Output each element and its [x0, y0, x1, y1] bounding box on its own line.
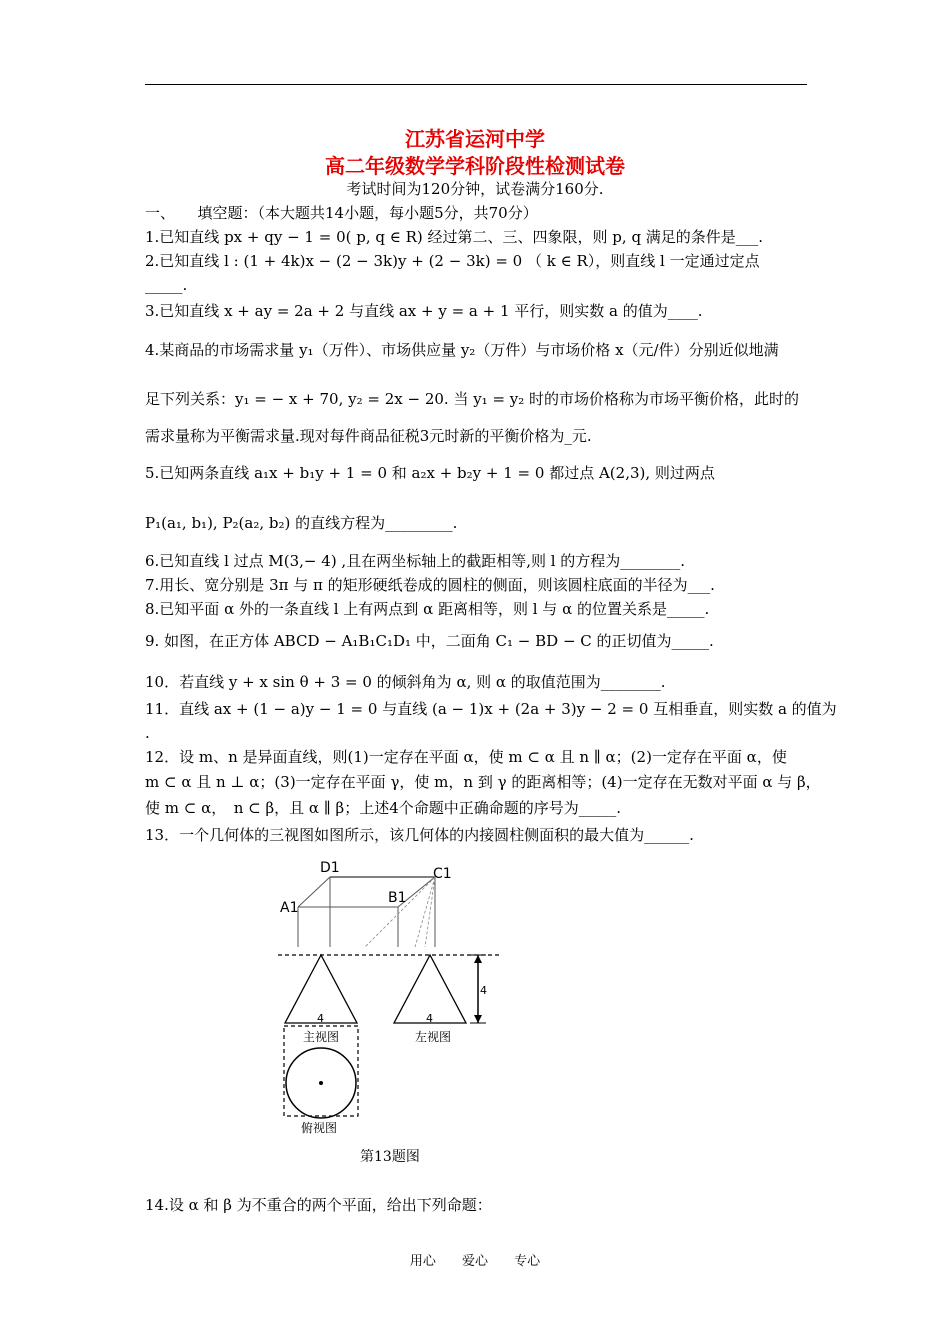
- question-9: 9. 如图，在正方体 ABCD − A₁B₁C₁D₁ 中，二面角 C₁ − BD − C 的正切值为_____.: [145, 632, 714, 650]
- question-11-end: .: [145, 724, 150, 742]
- header-rule: [145, 84, 807, 85]
- question-12-end: 使 m ⊂ α， n ⊂ β，且 α ∥ β；上述4个命题中正确命题的序号为_____.: [145, 799, 622, 817]
- label-d1: D1: [320, 860, 340, 876]
- height-label: 4: [480, 984, 487, 997]
- height-arrow-top: [474, 955, 482, 963]
- question-1: 1.已知直线 px + qy − 1 = 0( p, q ∈ R) 经过第二、三、四象限，则 p, q 满足的条件是___.: [145, 228, 764, 246]
- side-caption: 左视图: [415, 1030, 452, 1044]
- top-caption: 俯视图: [301, 1121, 338, 1135]
- question-13: 13．一个几何体的三视图如图所示，该几何体的内接圆柱侧面积的最大值为______.: [145, 826, 694, 844]
- three-view-figure: [260, 850, 520, 1140]
- question-4-end: 需求量称为平衡需求量.现对每件商品征税3元时新的平衡价格为_元.: [145, 427, 592, 445]
- exam-info: 考试时间为120分钟，试卷满分160分.: [346, 180, 604, 198]
- question-3: 3.已知直线 x + ay = 2a + 2 与直线 ax + y = a + 1 平行，则实数 a 的值为____.: [145, 302, 703, 320]
- top-view-center: [319, 1081, 323, 1085]
- question-2-blank: _____.: [145, 276, 188, 294]
- cube-left-edge: [298, 877, 330, 907]
- front-base-label: 4: [317, 1012, 324, 1025]
- question-8: 8.已知平面 α 外的一条直线 l 上有两点到 α 距离相等，则 l 与 α 的位置关系是_____.: [145, 600, 710, 618]
- question-12-cont: m ⊂ α 且 n ⊥ α；(3)一定存在平面 γ，使 m，n 到 γ 的距离相等；(4)一定存在无数对平面 α 与 β，: [145, 773, 821, 791]
- question-4-cont: 足下列关系：y₁ = − x + 70, y₂ = 2x − 20. 当 y₁ = y₂ 时的市场价格称为市场平衡价格，此时的: [145, 390, 800, 408]
- question-5-cont: P₁(a₁, b₁), P₂(a₂, b₂) 的直线方程为_________.: [145, 514, 458, 532]
- height-arrow-bottom: [474, 1015, 482, 1023]
- question-2: 2.已知直线 l : (1 + 4k)x − (2 − 3k)y + (2 − 3k) = 0 （ k ∈ R），则直线 l 一定通过定点: [145, 252, 760, 270]
- figure-13-caption: 第13题图: [360, 1149, 420, 1165]
- question-11: 11．直线 ax + (1 − a)y − 1 = 0 与直线 (a − 1)x + (2a + 3)y − 2 = 0 互相垂直，则实数 a 的值为: [145, 700, 837, 718]
- question-14: 14.设 α 和 β 为不重合的两个平面，给出下列命题：: [145, 1196, 492, 1214]
- question-10: 10．若直线 y + x sin θ + 3 = 0 的倾斜角为 α, 则 α 的取值范围为________.: [145, 673, 666, 691]
- exam-title: 高二年级数学学科阶段性检测试卷: [325, 154, 625, 178]
- cube-diagonal-3: [425, 877, 435, 947]
- three-view-drawing: [260, 850, 520, 1140]
- page-footer: 用心 爱心 专心: [409, 1254, 541, 1269]
- school-name: 江苏省运河中学: [405, 127, 545, 151]
- question-5: 5.已知两条直线 a₁x + b₁y + 1 = 0 和 a₂x + b₂y + 1 = 0 都过点 A(2,3), 则过两点: [145, 464, 715, 482]
- front-caption: 主视图: [303, 1030, 340, 1044]
- question-6: 6.已知直线 l 过点 M(3,− 4) ,且在两坐标轴上的截距相等,则 l 的方程为________.: [145, 552, 686, 570]
- side-base-label: 4: [426, 1012, 433, 1025]
- label-a1: A1: [280, 900, 299, 916]
- section-heading: 一、 填空题：（本大题共14小题，每小题5分，共70分）: [145, 204, 538, 222]
- label-c1: C1: [433, 866, 452, 882]
- question-4: 4.某商品的市场需求量 y₁（万件）、市场供应量 y₂（万件）与市场价格 x（元/件）分别近似地满: [145, 341, 779, 359]
- label-b1: B1: [388, 890, 407, 906]
- question-7: 7.用长、宽分别是 3π 与 π 的矩形硬纸卷成的圆柱的侧面，则该圆柱底面的半径为___.: [145, 576, 715, 594]
- question-12: 12．设 m、n 是异面直线，则(1)一定存在平面 α，使 m ⊂ α 且 n ∥ α；(2)一定存在平面 α，使: [145, 748, 787, 766]
- cube-diagonal-2: [415, 877, 435, 947]
- cube-diagonal-1: [365, 877, 435, 947]
